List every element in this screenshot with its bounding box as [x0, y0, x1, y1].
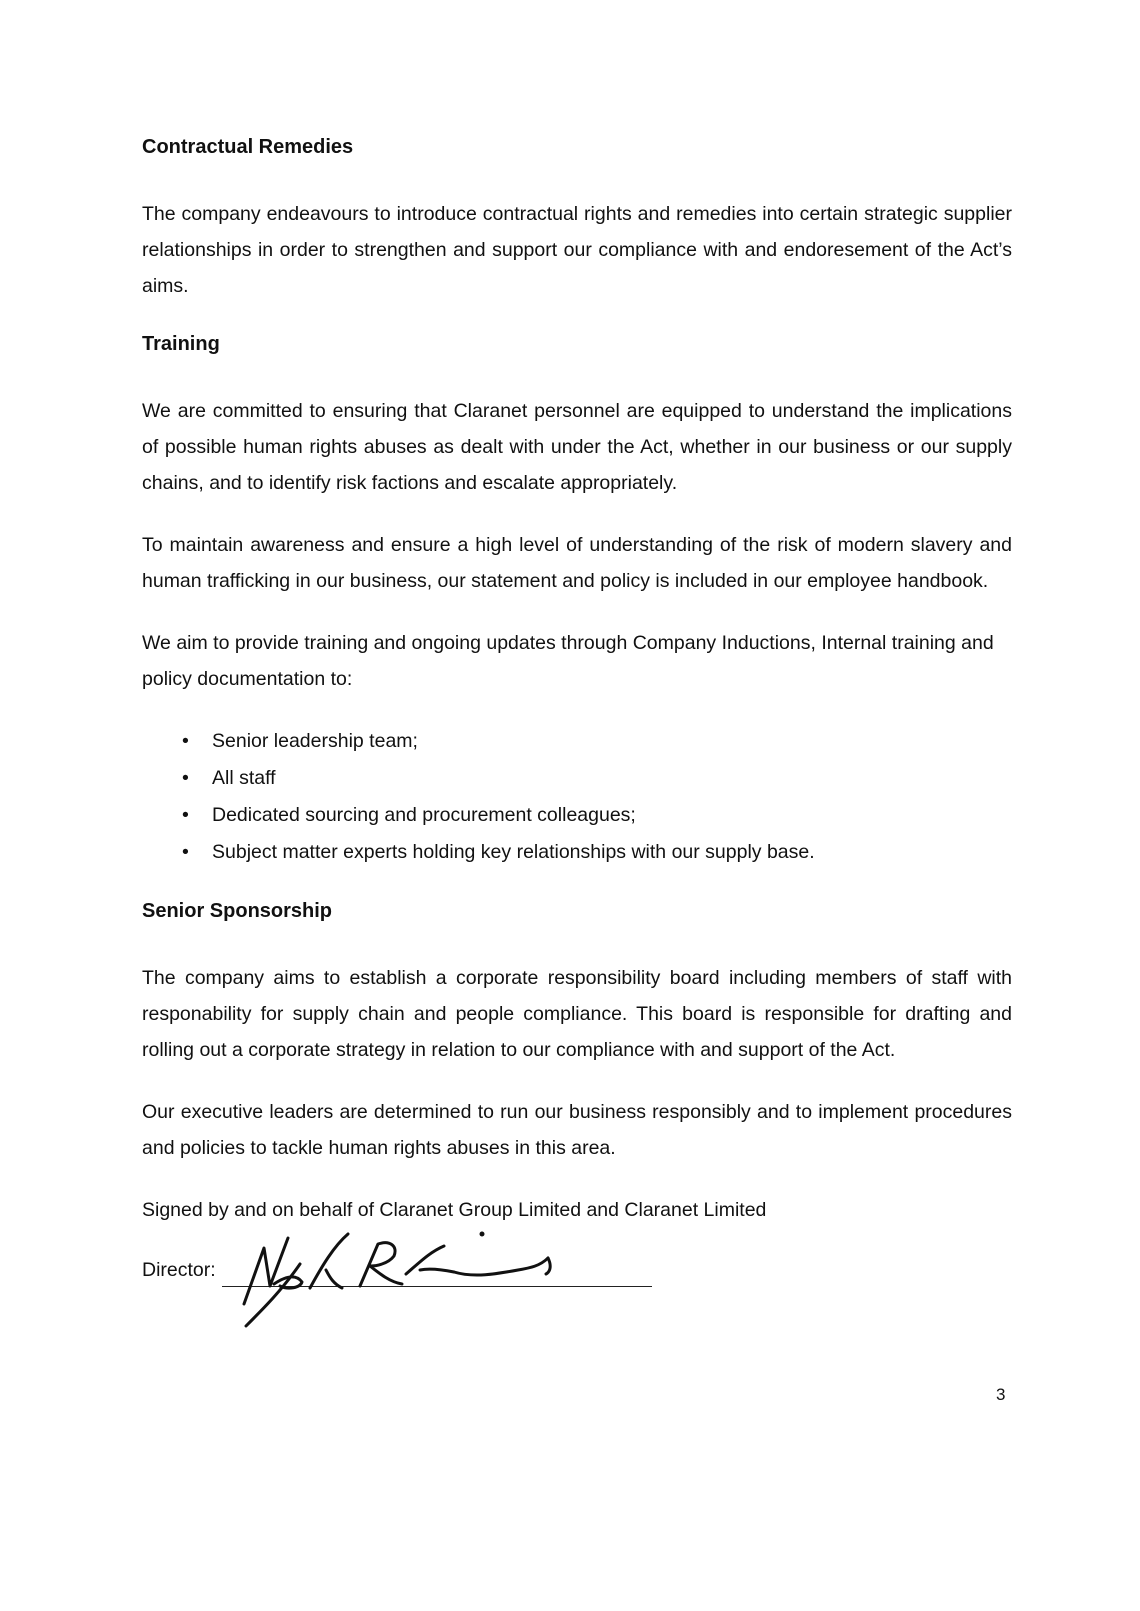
- paragraph-sponsorship-2: Our executive leaders are determined to run our business responsibly and to implement procedures and policies to tackle human rights abuses in this area.: [142, 1101, 1012, 1159]
- bullet-icon: •: [182, 804, 189, 826]
- paragraph-training-3: We aim to provide training and ongoing updates through Company Inductions, Internal training and policy documentation to:: [142, 632, 994, 690]
- paragraph-training-1: We are committed to ensuring that Claranet personnel are equipped to understand the implications of possible human rights abuses as dealt with under the Act, whether in our business or our supply chains, and to identify risk factions and escalate appropriately.: [142, 400, 1012, 494]
- list-item: [142, 797, 1012, 834]
- document-content: [142, 133, 1012, 1328]
- training-audience-list: [142, 723, 1012, 871]
- list-item: [142, 834, 1012, 871]
- signed-statement: Signed by and on behalf of Claranet Group Limited and Claranet Limited: [142, 1199, 767, 1221]
- heading-contractual-remedies: Contractual Remedies: [142, 136, 354, 158]
- list-item-text: Senior leadership team;: [212, 730, 418, 752]
- page-number: 3: [996, 1385, 1006, 1404]
- heading-training: Training: [142, 333, 220, 355]
- list-item-text: All staff: [212, 767, 276, 789]
- bullet-icon: •: [182, 767, 189, 789]
- bullet-icon: •: [182, 730, 189, 752]
- bullet-icon: •: [182, 841, 189, 863]
- list-item: [142, 760, 1012, 797]
- paragraph-contractual-remedies: The company endeavours to introduce contractual rights and remedies into certain strategic supplier relationships in order to strengthen and support our compliance with and endoresement of the Act’s aims.: [142, 203, 1012, 297]
- list-item-text: Subject matter experts holding key relationships with our supply base.: [212, 841, 815, 863]
- list-item: [142, 723, 1012, 760]
- director-label: Director:: [142, 1259, 216, 1281]
- director-signature-row: [142, 1238, 1012, 1328]
- heading-senior-sponsorship: Senior Sponsorship: [142, 900, 333, 922]
- paragraph-sponsorship-1: The company aims to establish a corporate responsibility board including members of staff with responability for supply chain and people compliance. This board is responsible for drafting and rolling out a corporate strategy in relation to our compliance with and support of the Act.: [142, 967, 1012, 1061]
- paragraph-training-2: To maintain awareness and ensure a high level of understanding of the risk of modern slavery and human trafficking in our business, our statement and policy is included in our employee handbook.: [142, 534, 1012, 592]
- handwritten-signature: [230, 1226, 590, 1336]
- list-item-text: Dedicated sourcing and procurement colleagues;: [212, 804, 636, 826]
